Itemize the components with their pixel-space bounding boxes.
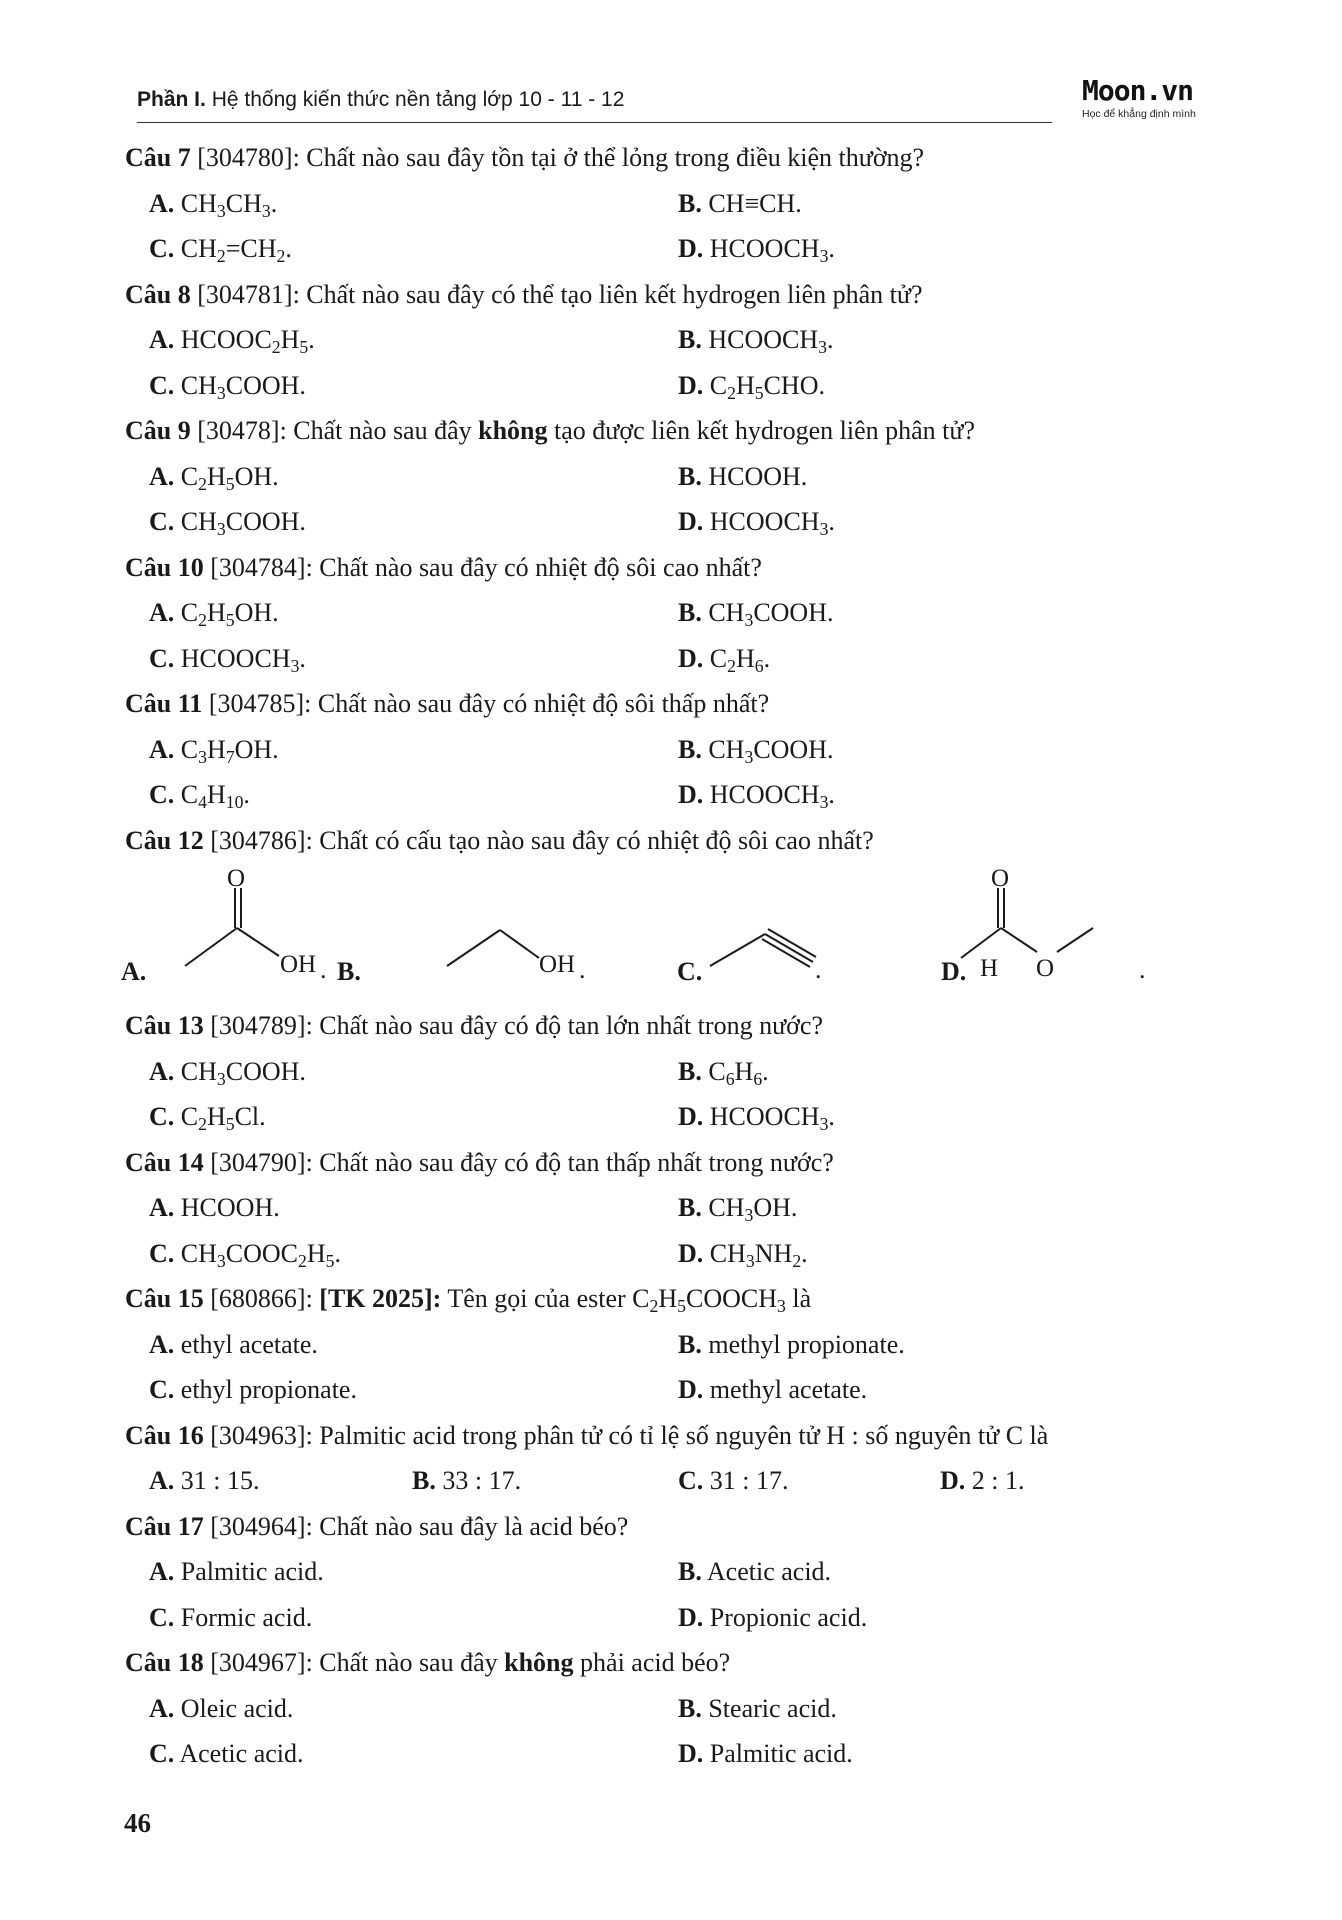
- option-text: $C_2H_5CHO$.: [703, 370, 825, 403]
- option-label: B.: [412, 1466, 436, 1495]
- question-id: [304790]:: [203, 1147, 320, 1177]
- question-12: [125, 823, 1225, 869]
- question-id: [304963]:: [203, 1420, 320, 1450]
- bond-c-1: [710, 934, 765, 966]
- options-row: [125, 1372, 1225, 1418]
- question-id: [304781]:: [190, 279, 307, 309]
- question-id: [30478]:: [190, 416, 294, 445]
- question-id: [304786]:: [203, 825, 320, 855]
- option-label: C.: [149, 1102, 175, 1131]
- option-label: B.: [678, 1557, 702, 1586]
- option-b: [678, 595, 833, 631]
- question-15: [125, 1281, 1225, 1327]
- option-a: [149, 1554, 324, 1590]
- option-b: [678, 1554, 831, 1590]
- option-c: [678, 1463, 789, 1499]
- question-number: Câu 8: [125, 279, 191, 309]
- option-text: $HCOOCH_3$.: [703, 234, 835, 266]
- options-row: [125, 732, 1225, 778]
- atom-a-oxygen: O: [227, 865, 246, 892]
- option-b: [678, 1327, 905, 1363]
- option-label: B.: [678, 1193, 702, 1222]
- option-c: [149, 1600, 312, 1636]
- option-b: [678, 186, 802, 222]
- question-16: [125, 1418, 1225, 1464]
- question-emphasis: không: [478, 416, 548, 445]
- question-text: phải acid béo?: [573, 1648, 731, 1677]
- bond-b-2: [500, 930, 539, 958]
- option-c: [149, 641, 306, 677]
- header-divider: [137, 122, 1052, 123]
- options-row: [125, 1190, 1225, 1236]
- option-text: 2 : 1.: [965, 1466, 1025, 1495]
- question-number: Câu 12: [125, 825, 204, 855]
- option-c: [149, 1236, 341, 1272]
- option-label: C.: [149, 780, 175, 809]
- option-d: [678, 504, 835, 540]
- option-text: $CH_3COOH$.: [174, 507, 306, 539]
- atom-d-oxygen-ester: O: [1036, 955, 1055, 982]
- question-17: [125, 1509, 1225, 1555]
- question-text: Chất nào sau đây có nhiệt độ sôi thấp nhất?: [317, 689, 770, 718]
- option-label: A.: [149, 1557, 175, 1586]
- option-label: C.: [149, 1739, 175, 1768]
- option-a: [149, 1190, 280, 1226]
- header-title-text: Hệ thống kiến thức nền tảng lớp 10 - 11 - 12: [211, 88, 625, 111]
- option-text: methyl acetate.: [703, 1375, 868, 1404]
- option-a-label: A.: [121, 957, 147, 986]
- question-number: Câu 14: [125, 1147, 204, 1177]
- option-b-dot: .: [579, 955, 586, 984]
- option-label: A.: [149, 1693, 175, 1723]
- options-row: [125, 231, 1225, 277]
- atom-d-hydrogen: H: [980, 955, 999, 982]
- option-text: $HCOOCH_3$.: [174, 643, 306, 676]
- question-number: Câu 18: [125, 1648, 204, 1677]
- question-18: [125, 1645, 1225, 1691]
- option-d: [678, 777, 835, 813]
- option-label: C.: [149, 1238, 175, 1268]
- options-row: [125, 641, 1225, 687]
- option-label: A.: [149, 1466, 175, 1495]
- option-a: [149, 459, 279, 495]
- question-text: tạo được liên kết hydrogen liên phân tử?: [547, 416, 976, 445]
- bond-a-1: [185, 928, 237, 966]
- option-label: D.: [678, 1375, 704, 1404]
- structure-options-row: [121, 865, 1225, 1008]
- options-row: [125, 1554, 1225, 1600]
- option-label: D.: [678, 234, 704, 263]
- option-text: $C_2H_6$.: [703, 643, 771, 676]
- option-b: [412, 1463, 521, 1499]
- option-text: methyl propionate.: [701, 1329, 905, 1359]
- option-c: [149, 504, 306, 540]
- question-7: [125, 140, 1225, 186]
- option-label: D.: [678, 507, 704, 536]
- question-number: Câu 11: [125, 689, 203, 718]
- bond-d-3: [1057, 928, 1093, 952]
- option-c: [149, 1372, 357, 1408]
- option-c: [149, 777, 250, 813]
- option-text: $CH_3OH$.: [701, 1193, 798, 1225]
- question-tag: [TK 2025]:: [319, 1284, 442, 1313]
- option-text: $C_4H_{10}$.: [174, 780, 250, 812]
- options-row: [125, 504, 1225, 550]
- option-text: $CH_2=CH_2$.: [174, 234, 292, 266]
- option-c: [149, 231, 292, 267]
- option-label: C.: [149, 234, 175, 263]
- option-text: Formic acid.: [174, 1602, 313, 1632]
- question-number: Câu 7: [125, 143, 191, 172]
- bond-a-2: [237, 928, 279, 956]
- options-row: [125, 1736, 1225, 1782]
- options-row: [125, 1099, 1225, 1145]
- option-d: [678, 1236, 808, 1272]
- option-b: [678, 459, 807, 495]
- option-text: CH≡CH.: [701, 188, 802, 218]
- option-label: D.: [678, 1602, 704, 1632]
- question-text: Chất có cấu tạo nào sau đây có nhiệt độ sôi cao nhất?: [319, 825, 874, 855]
- option-label: C.: [149, 1602, 175, 1632]
- option-text: Acetic acid.: [174, 1739, 304, 1768]
- option-label: C.: [678, 1466, 704, 1495]
- option-label: B.: [678, 734, 702, 764]
- bond-b-1: [447, 930, 500, 966]
- option-text: Palmitic acid.: [174, 1557, 324, 1586]
- option-text: $HCOOCH_3$.: [703, 1102, 835, 1134]
- option-text: $HCOOC_2H_5$.: [174, 325, 315, 357]
- option-a: [149, 732, 279, 768]
- option-text: Stearic acid.: [701, 1693, 837, 1723]
- option-a: [149, 186, 277, 222]
- options-row: [125, 459, 1225, 505]
- option-label: D.: [678, 1739, 704, 1768]
- option-b: [678, 1054, 769, 1090]
- question-14: [125, 1145, 1225, 1191]
- option-b: [678, 732, 833, 768]
- question-id: [304967]:: [203, 1648, 320, 1677]
- option-text: HCOOH.: [701, 461, 808, 491]
- question-text: Chất nào sau đây có nhiệt độ sôi cao nhất?: [319, 552, 762, 582]
- option-a-dot: .: [320, 955, 327, 984]
- options-row: [125, 1691, 1225, 1737]
- question-text: Tên gọi của ester $C_2H_5COOCH_3$ là: [441, 1284, 812, 1316]
- options-row: [125, 368, 1225, 414]
- option-text: $CH_3COOH$.: [174, 1056, 306, 1089]
- question-number: Câu 13: [125, 1011, 204, 1040]
- option-c: [149, 1736, 304, 1772]
- option-text: $HCOOCH_3$.: [703, 780, 835, 812]
- option-label: C.: [149, 1375, 175, 1404]
- question-text: Chất nào sau đây: [319, 1648, 505, 1677]
- options-row: [125, 1236, 1225, 1282]
- option-label: B.: [678, 1329, 702, 1359]
- question-text: Chất nào sau đây có thể tạo liên kết hydrogen liên phân tử?: [306, 279, 923, 309]
- option-label: A.: [149, 734, 175, 764]
- option-text: ethyl propionate.: [174, 1375, 357, 1404]
- page-number: 46: [124, 1808, 151, 1838]
- question-13: [125, 1008, 1225, 1054]
- option-text: $HCOOCH_3$.: [703, 507, 835, 539]
- question-text: Chất nào sau đây tồn tại ở thể lỏng trong điều kiện thường?: [306, 143, 925, 172]
- question-id: [304780]:: [190, 143, 307, 172]
- option-a: [149, 322, 315, 358]
- option-text: $CH_3COOH$.: [701, 734, 834, 767]
- option-label: A.: [149, 1329, 175, 1359]
- logo-tagline: Học để khẳng định mình: [1082, 108, 1196, 120]
- option-d-dot: .: [1139, 955, 1146, 984]
- option-b: [678, 1190, 797, 1226]
- option-label: B.: [678, 325, 702, 354]
- option-a: [149, 1463, 260, 1499]
- question-id: [304964]:: [203, 1511, 320, 1541]
- option-label: C.: [149, 643, 175, 673]
- question-number: Câu 15: [125, 1284, 204, 1313]
- question-id: [680866]:: [203, 1284, 320, 1313]
- option-text: $C_2H_5Cl$.: [174, 1102, 266, 1134]
- options-row: [125, 1327, 1225, 1373]
- options-row: [125, 322, 1225, 368]
- question-text: Chất nào sau đây có độ tan thấp nhất trong nước?: [319, 1147, 834, 1177]
- option-d: [678, 641, 770, 677]
- options-row: [125, 186, 1225, 232]
- option-a: [149, 1327, 318, 1363]
- option-d: [678, 1372, 867, 1408]
- bond-d-2: [1001, 928, 1037, 952]
- option-b: [678, 322, 833, 358]
- question-number: Câu 9: [125, 416, 191, 445]
- option-text: Palmitic acid.: [703, 1739, 853, 1768]
- option-d: [678, 368, 825, 404]
- option-label: C.: [149, 370, 175, 400]
- option-d: [678, 1736, 853, 1772]
- option-label: D.: [678, 1102, 704, 1131]
- option-d: [678, 1600, 867, 1636]
- option-text: $C_2H_5OH$.: [174, 598, 279, 630]
- question-11: [125, 686, 1225, 732]
- option-d: [678, 1099, 835, 1135]
- bond-c-triple-2: [768, 929, 816, 957]
- option-text: Propionic acid.: [703, 1602, 868, 1632]
- option-label: D.: [678, 643, 704, 673]
- option-text: $CH_3COOH$.: [701, 598, 834, 630]
- question-9: [125, 413, 1225, 459]
- header-part-label: Phần I.: [137, 88, 206, 111]
- header-title: [137, 88, 624, 112]
- option-c-dot: .: [815, 955, 822, 984]
- options-row: [125, 777, 1225, 823]
- option-c: [149, 368, 306, 404]
- question-text: Palmitic acid trong phân tử có tỉ lệ số nguyên tử H : số nguyên tử C là: [319, 1420, 1049, 1450]
- bond-c-triple-1: [765, 934, 813, 962]
- option-label: A.: [149, 325, 175, 354]
- option-a: [149, 1054, 306, 1090]
- option-label: B.: [678, 188, 702, 218]
- option-c: [149, 1099, 266, 1135]
- option-d-label: D.: [941, 957, 967, 986]
- option-label: D.: [678, 370, 704, 400]
- option-label: B.: [678, 598, 702, 627]
- option-text: HCOOH.: [174, 1193, 280, 1222]
- option-text: Oleic acid.: [174, 1693, 294, 1723]
- option-text: 33 : 17.: [435, 1466, 522, 1495]
- option-label: D.: [940, 1466, 966, 1495]
- option-text: $C_3H_7OH$.: [174, 734, 279, 767]
- question-emphasis: không: [504, 1648, 574, 1677]
- question-number: Câu 17: [125, 1511, 204, 1541]
- option-label: A.: [149, 461, 175, 491]
- moon-logo: [1082, 74, 1212, 120]
- option-label: A.: [149, 188, 175, 218]
- option-text: $CH_3CH_3$.: [174, 188, 278, 221]
- atom-b-hydroxyl: OH: [539, 951, 576, 978]
- option-label: B.: [678, 1693, 702, 1723]
- question-list: [121, 140, 1225, 1782]
- option-text: ethyl acetate.: [174, 1329, 318, 1359]
- option-a: [149, 595, 279, 631]
- option-b-label: B.: [337, 957, 361, 986]
- options-row: [125, 1054, 1225, 1100]
- question-id: [304789]:: [203, 1011, 320, 1040]
- question-10: [125, 550, 1225, 596]
- question-number: Câu 10: [125, 552, 204, 582]
- option-d: [678, 231, 835, 267]
- option-text: Acetic acid.: [701, 1557, 832, 1586]
- option-b: [678, 1691, 837, 1727]
- bond-c-triple-3: [762, 939, 810, 967]
- option-text: $CH_3COOC_2H_5$.: [174, 1238, 341, 1271]
- options-row: [125, 1600, 1225, 1646]
- option-label: A.: [149, 1193, 175, 1222]
- logo-name: Moon.vn: [1082, 74, 1194, 107]
- option-label: D.: [678, 780, 704, 809]
- question-id: [304785]:: [202, 689, 318, 718]
- option-label: A.: [149, 598, 175, 627]
- option-label: C.: [149, 507, 175, 536]
- structure-diagrams: [121, 865, 1225, 1008]
- option-label: A.: [149, 1056, 175, 1086]
- question-text: Chất nào sau đây: [293, 416, 479, 445]
- option-text: $C_2H_5OH$.: [174, 461, 279, 494]
- atom-a-hydroxyl: OH: [280, 951, 317, 978]
- question-id: [304784]:: [203, 552, 320, 582]
- bond-d-1: [961, 928, 1001, 958]
- option-label: D.: [678, 1238, 704, 1268]
- options-row: [125, 1463, 1225, 1509]
- question-number: Câu 16: [125, 1420, 204, 1450]
- option-c-label: C.: [677, 957, 703, 986]
- atom-d-oxygen-carbonyl: O: [991, 865, 1010, 892]
- option-text: $C_6H_6$.: [701, 1056, 769, 1089]
- options-row: [125, 595, 1225, 641]
- option-d: [940, 1463, 1025, 1499]
- option-text: $CH_3COOH$.: [174, 370, 306, 403]
- question-8: [125, 277, 1225, 323]
- option-text: 31 : 17.: [703, 1466, 789, 1495]
- option-a: [149, 1691, 293, 1727]
- option-label: B.: [678, 1056, 702, 1086]
- question-text: Chất nào sau đây có độ tan lớn nhất trong nước?: [319, 1011, 823, 1040]
- option-text: $CH_3NH_2$.: [703, 1238, 808, 1271]
- option-text: $HCOOCH_3$.: [701, 325, 834, 357]
- option-text: 31 : 15.: [174, 1466, 260, 1495]
- option-label: B.: [678, 461, 702, 491]
- question-text: Chất nào sau đây là acid béo?: [319, 1511, 629, 1541]
